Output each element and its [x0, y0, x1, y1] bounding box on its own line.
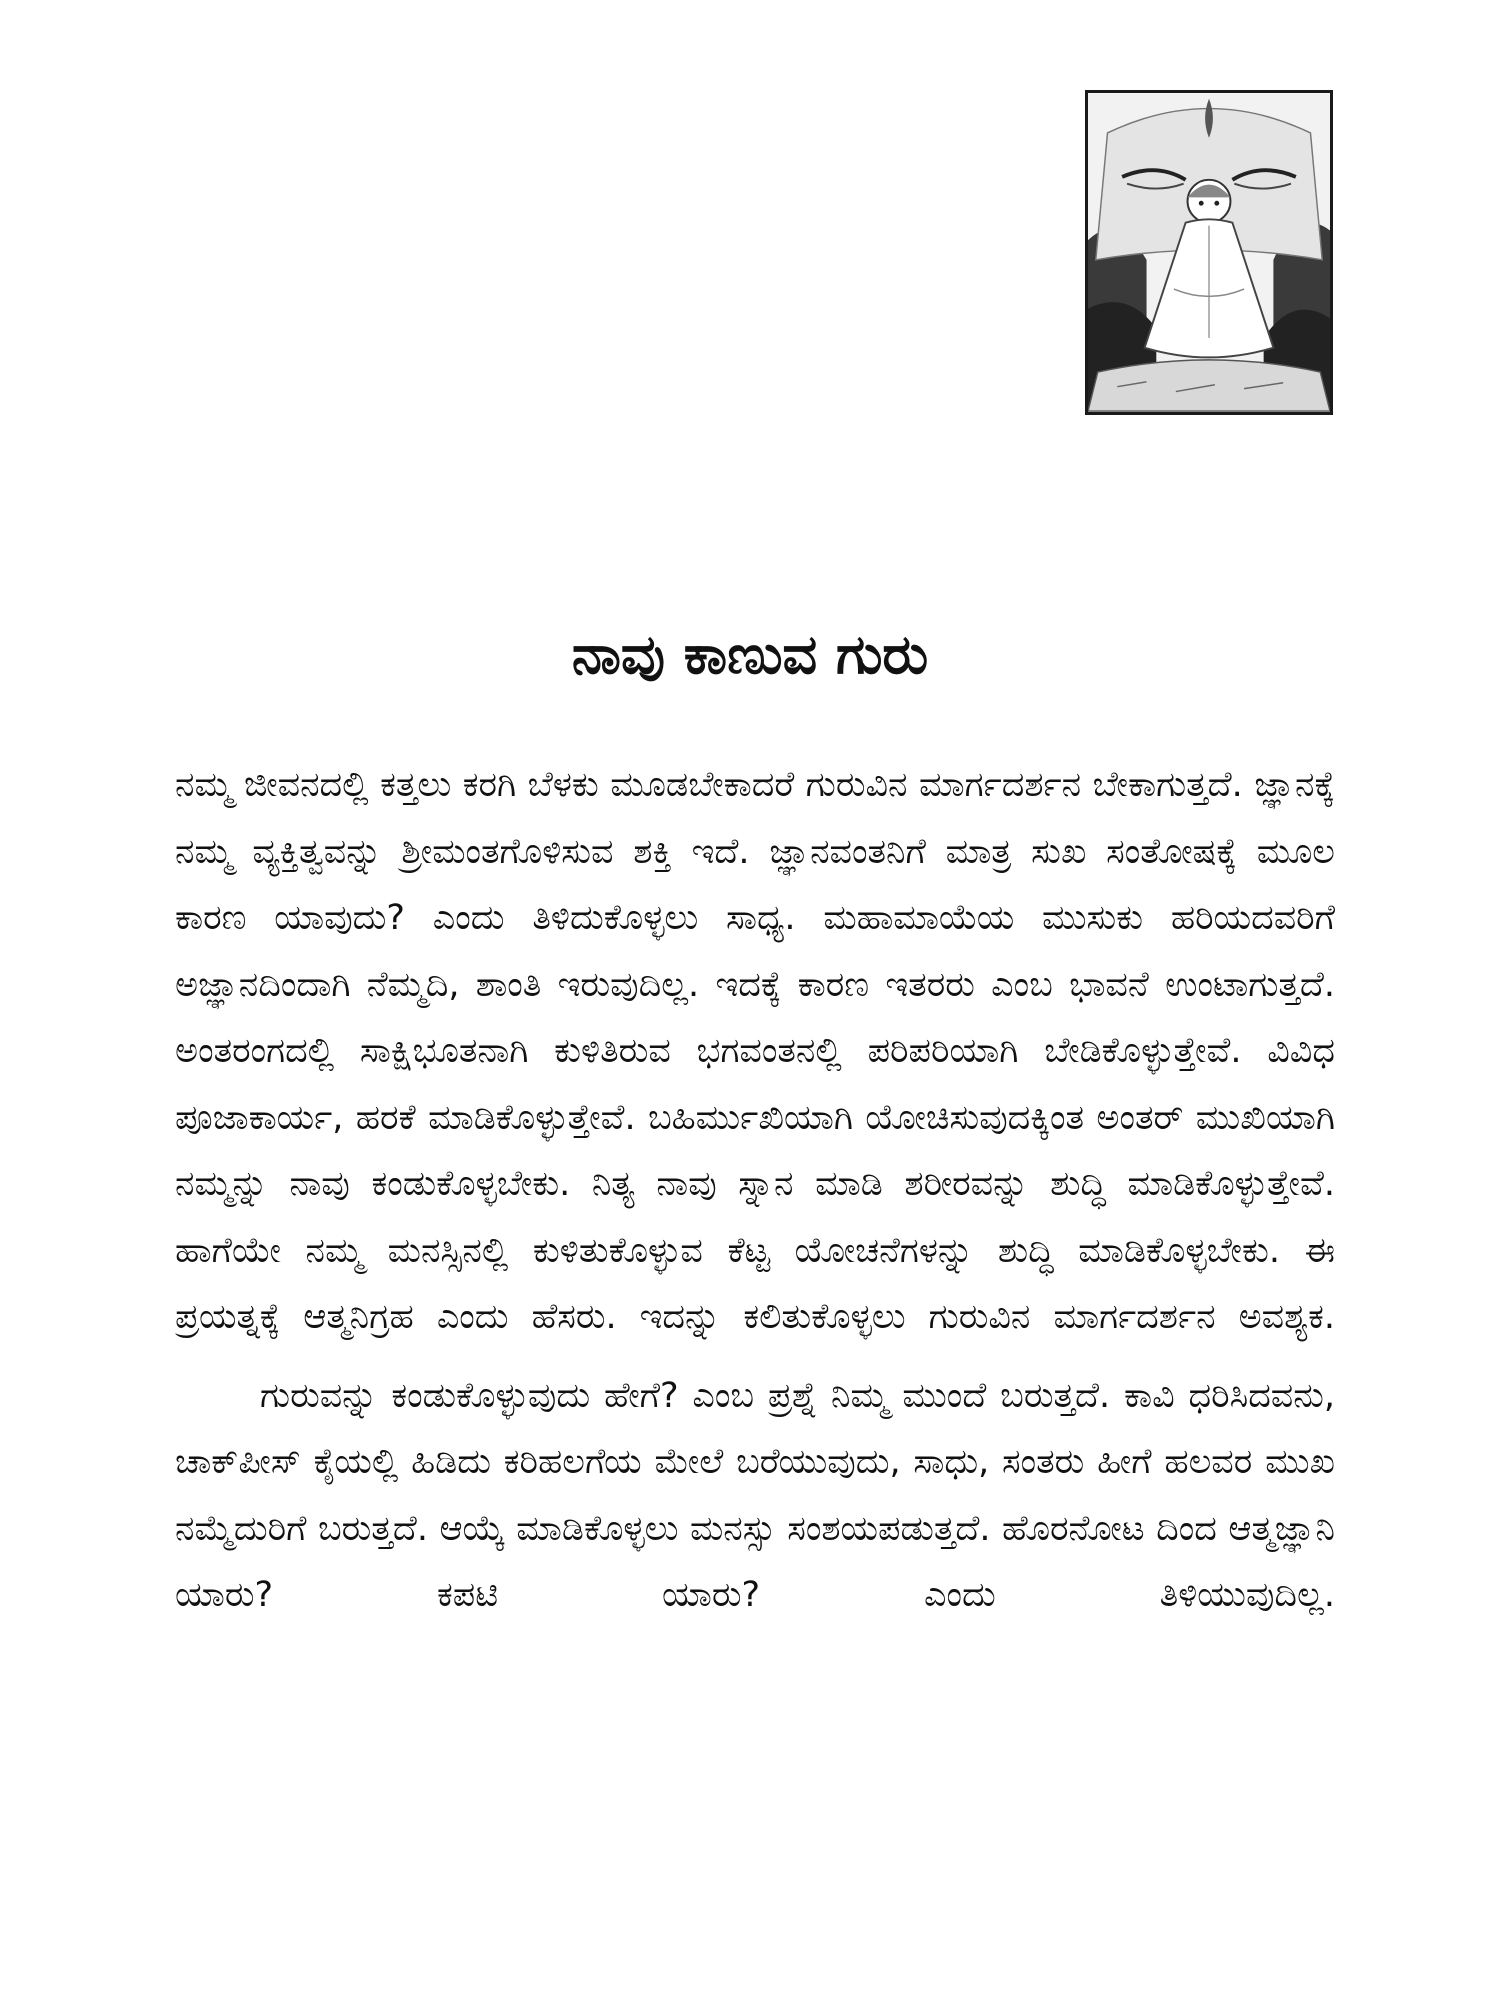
paragraph: ಗುರುವನ್ನು ಕಂಡುಕೊಳ್ಳುವುದು ಹೇಗೆ? ಎಂಬ ಪ್ರಶ್ನೆ ನಿಮ್ಮ ಮುಂದೆ ಬರುತ್ತದೆ. ಕಾವಿ ಧರಿಸಿದವನು, ಚಾಕ್‌ಪೀಸ್ ಕೈಯಲ್ಲಿ ಹಿಡಿದು ಕರಿಹಲಗೆಯ ಮೇಲೆ ಬರೆಯುವುದು, ಸಾಧು, ಸಂತರು ಹೀಗೆ ಹಲವರ ಮುಖ ನಮ್ಮೆದುರಿಗೆ ಬರುತ್ತದೆ. ಆಯ್ಕೆ ಮಾಡಿಕೊಳ್ಳಲು ಮನಸ್ಸು ಸಂಶಯಪಡುತ್ತದೆ. ಹೊರನೋಟ ದಿಂದ ಆತ್ಮಜ್ಞಾನಿ ಯಾರು? ಕಪಟಿ ಯಾರು? ಎಂದು ತಿಳಿಯುವುದಿಲ್ಲ. [175, 1375, 1335, 1615]
article-body [175, 752, 1335, 1629]
paragraph: ನಮ್ಮ ಜೀವನದಲ್ಲಿ ಕತ್ತಲು ಕರಗಿ ಬೆಳಕು ಮೂಡಬೇಕಾದರೆ ಗುರುವಿನ ಮಾರ್ಗದರ್ಶನ ಬೇಕಾಗುತ್ತದೆ. ಜ್ಞಾನಕ್ಕೆ ನಮ್ಮ ವ್ಯಕ್ತಿತ್ವವನ್ನು ಶ್ರೀಮಂತಗೊಳಿಸುವ ಶಕ್ತಿ ಇದೆ. ಜ್ಞಾನವಂತನಿಗೆ ಮಾತ್ರ ಸುಖ ಸಂತೋಷಕ್ಕೆ ಮೂಲ ಕಾರಣ ಯಾವುದು? ಎಂದು ತಿಳಿದುಕೊಳ್ಳಲು ಸಾಧ್ಯ. ಮಹಾಮಾಯೆಯ ಮುಸುಕು ಹರಿಯದವರಿಗೆ ಅಜ್ಞಾನದಿಂದಾಗಿ ನೆಮ್ಮದಿ, ಶಾಂತಿ ಇರುವುದಿಲ್ಲ. ಇದಕ್ಕೆ ಕಾರಣ ಇತರರು ಎಂಬ ಭಾವನೆ ಉಂಟಾಗುತ್ತದೆ. ಅಂತರಂಗದಲ್ಲಿ ಸಾಕ್ಷಿಭೂತನಾಗಿ ಕುಳಿತಿರುವ ಭಗವಂತನಲ್ಲಿ ಪರಿಪರಿಯಾಗಿ ಬೇಡಿಕೊಳ್ಳುತ್ತೇವೆ. ವಿವಿಧ ಪೂಜಾಕಾರ್ಯ, ಹರಕೆ ಮಾಡಿಕೊಳ್ಳುತ್ತೇವೆ. ಬಹಿರ್ಮುಖಿಯಾಗಿ ಯೋಚಿಸುವುದಕ್ಕಿಂತ ಅಂತರ್ ಮುಖಿಯಾಗಿ ನಮ್ಮನ್ನು ನಾವು ಕಂಡುಕೊಳ್ಳಬೇಕು. ನಿತ್ಯ ನಾವು ಸ್ನಾನ ಮಾಡಿ ಶರೀರವನ್ನು ಶುದ್ಧಿ ಮಾಡಿಕೊಳ್ಳುತ್ತೇವೆ. ಹಾಗೆಯೇ ನಮ್ಮ ಮನಸ್ಸಿನಲ್ಲಿ ಕುಳಿತುಕೊಳ್ಳುವ ಕೆಟ್ಟ ಯೋಚನೆಗಳನ್ನು ಶುದ್ಧಿ ಮಾಡಿಕೊಳ್ಳಬೇಕು. ಈ ಪ್ರಯತ್ನಕ್ಕೆ ಆತ್ಮನಿಗ್ರಹ ಎಂದು ಹೆಸರು. ಇದನ್ನು ಕಲಿತುಕೊಳ್ಳಲು ಗುರುವಿನ ಮಾರ್ಗದರ್ಶನ ಅವಶ್ಯಕ. [175, 765, 1335, 1337]
page-title: ನಾವು ಕಾಣುವ ಗುರು [571, 623, 929, 686]
meditating-guru-image [1088, 93, 1330, 412]
illustration-frame [1085, 90, 1333, 415]
